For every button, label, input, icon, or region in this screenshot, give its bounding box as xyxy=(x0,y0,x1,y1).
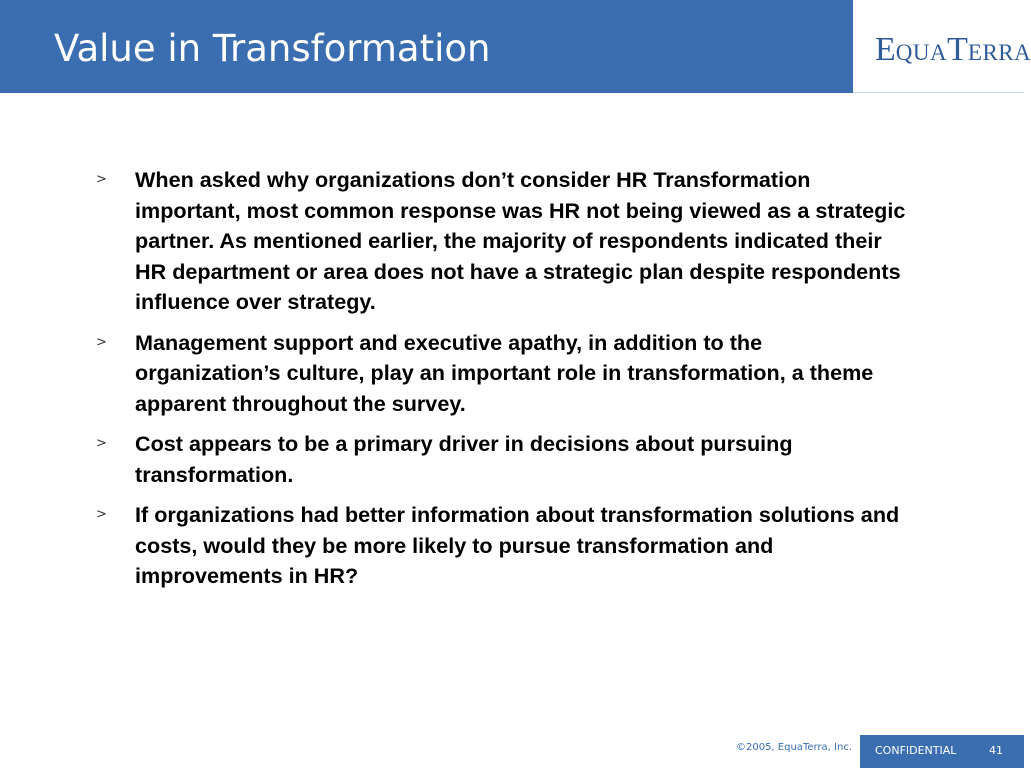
slide-title: Value in Transformation xyxy=(54,27,491,70)
bullet-text: When asked why organizations don’t consider HR Transformation important, most common response was HR not being viewed as a strategic partner. As mentioned earlier, the majority of respondents indicated their HR department or area does not have a strategic plan despite respondents influence over strategy. xyxy=(135,167,906,314)
logo-letters-qua: QUA xyxy=(895,40,948,65)
title-bar xyxy=(0,0,853,93)
bullet-item xyxy=(96,429,916,490)
bullet-text: If organizations had better information about transformation solutions and costs, would they be more likely to pursue transformation and improvements in HR? xyxy=(135,502,900,588)
bullet-list xyxy=(96,165,916,602)
footer-copyright: ©2005, EquaTerra, Inc. xyxy=(736,742,852,753)
bullet-item xyxy=(96,328,916,420)
confidential-label: CONFIDENTIAL xyxy=(875,744,957,757)
logo-letter-t: T xyxy=(947,31,968,68)
bullet-text: Cost appears to be a primary driver in decisions about pursuing transformation. xyxy=(135,431,793,487)
bullet-item xyxy=(96,165,916,318)
bullet-arrow-icon: > xyxy=(96,436,107,451)
page-number: 41 xyxy=(989,744,1003,757)
bullet-arrow-icon: > xyxy=(96,334,107,350)
header-divider xyxy=(853,92,1024,93)
footer-bar xyxy=(860,735,1024,768)
bullet-arrow-icon: > xyxy=(96,172,107,187)
logo-letters-erra: ERRA xyxy=(967,40,1031,65)
logo-letter-e: E xyxy=(875,31,896,68)
bullet-arrow-icon: > xyxy=(96,507,107,522)
equaterra-logo xyxy=(875,30,1031,70)
bullet-item xyxy=(96,500,916,592)
bullet-text: Management support and executive apathy, in addition to the organization’s culture, play an important role in transformation, a theme apparent throughout the survey. xyxy=(135,329,874,416)
